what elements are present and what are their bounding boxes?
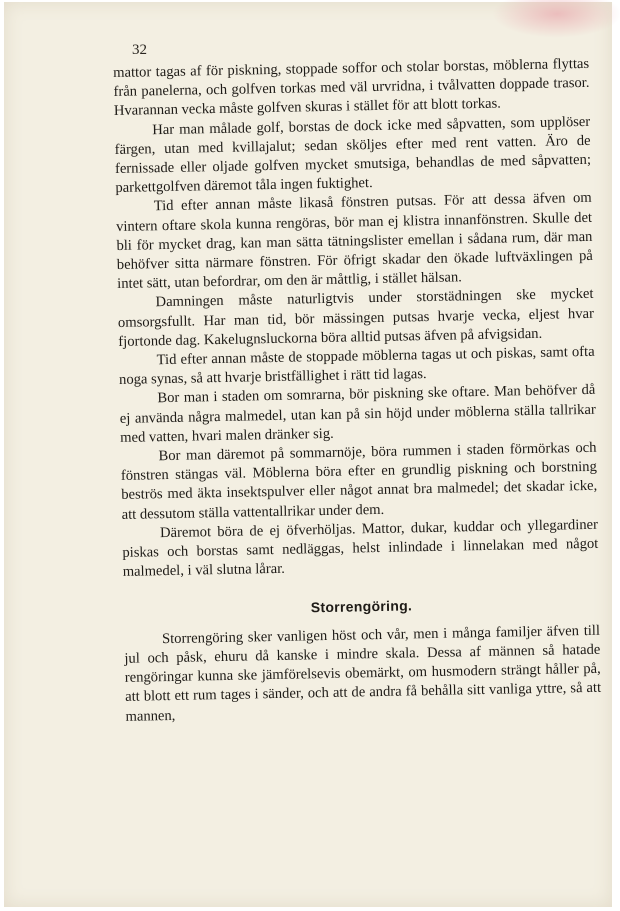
paragraph: Bor man däremot på sommarnöje, böra rummen i staden förmörkas och fönstren stängas väl. Möblerna böra efter en grundlig piskning och borstning beströs med äkta insektspulver eller något annat bra malmedel; det skadar icke, att dessutom ställa vattentallrikar under dem. <box>120 439 598 523</box>
page-number: 32 <box>132 42 147 58</box>
paragraph: Har man målade golf, borstas de dock icke med såpvatten, som upplöser färgen, utan med kvillajalut; sedan sköljes efter med rent vatten. Äro de fernissade eller oljade golfven mycket smutsiga, behandlas de med såpvatten; parkettgolfven däremot tåla ingen fuktighet. <box>114 113 592 197</box>
section-heading: Storrengöring. <box>310 597 413 616</box>
paragraph: Damningen måste naturligtvis under storstädningen ske mycket omsorgsfullt. Har man tid, bör mässingen putsas hvarje vecka, eljest hvar fjortonde dag. Kakelugnsluckorna böra alltid putsas äfven på afvigsidan. <box>117 286 595 350</box>
book-page <box>4 2 612 907</box>
body-text <box>113 55 602 727</box>
paragraph: Bor man i staden om somrarna, bör piskning ske oftare. Man behöfver då ej använda några malmedel, utan kan på sin höjd under möblerna ställa tallrikar med vatten, hvari malen dränker sig. <box>119 382 596 446</box>
paragraph: Däremot böra de ej öfverhöljas. Mattor, dukar, kuddar och yllegardiner piskas och borstas samt nedläggas, helst inlindade i linnelakan med något malmedel, i väl slutna lårar. <box>122 516 599 581</box>
pink-stain <box>492 0 620 38</box>
paragraph: Tid efter annan måste likaså fönstren putsas. För att dessa äfven om vintern oftare skola kunna rengöras, bör man ej klistra innanfönstren. Skulle det bli för mycket drag, kan man sätta tätningslister emellan i sådana rum, där man behöfver sitta närmare fönstren. För öfrigt skadar den ökade luftväxlingen på intet sätt, utan befordrar, om den är måttlig, i stället hälsan. <box>115 190 593 293</box>
paragraph: Tid efter annan måste de stoppade möblerna tagas ut och piskas, samt ofta noga synas, så att hvarje bristfällighet i rätt tid lagas. <box>118 343 595 389</box>
paragraph: mattor tagas af för piskning, stoppade soffor och stolar borstas, möblerna flyttas från panelerna, och golfven torkas med väl urvridna, i tvålvatten doppade trasor. Hvarannan vecka måste golfven skuras i stället för att blott torkas. <box>113 55 590 120</box>
paragraph: Storrengöring sker vanligen höst och vår, men i många familjer äfven till jul och påsk, ehuru då kanske i mindre skala. Dessa af männen så hatade rengöringar kunna ske jämförelsevis obemärkt, om husmodern strängt håller på, att blott ett rum tages i sänder, och att de andra få behålla sitt vanliga yttre, så att mannen, <box>124 622 602 725</box>
